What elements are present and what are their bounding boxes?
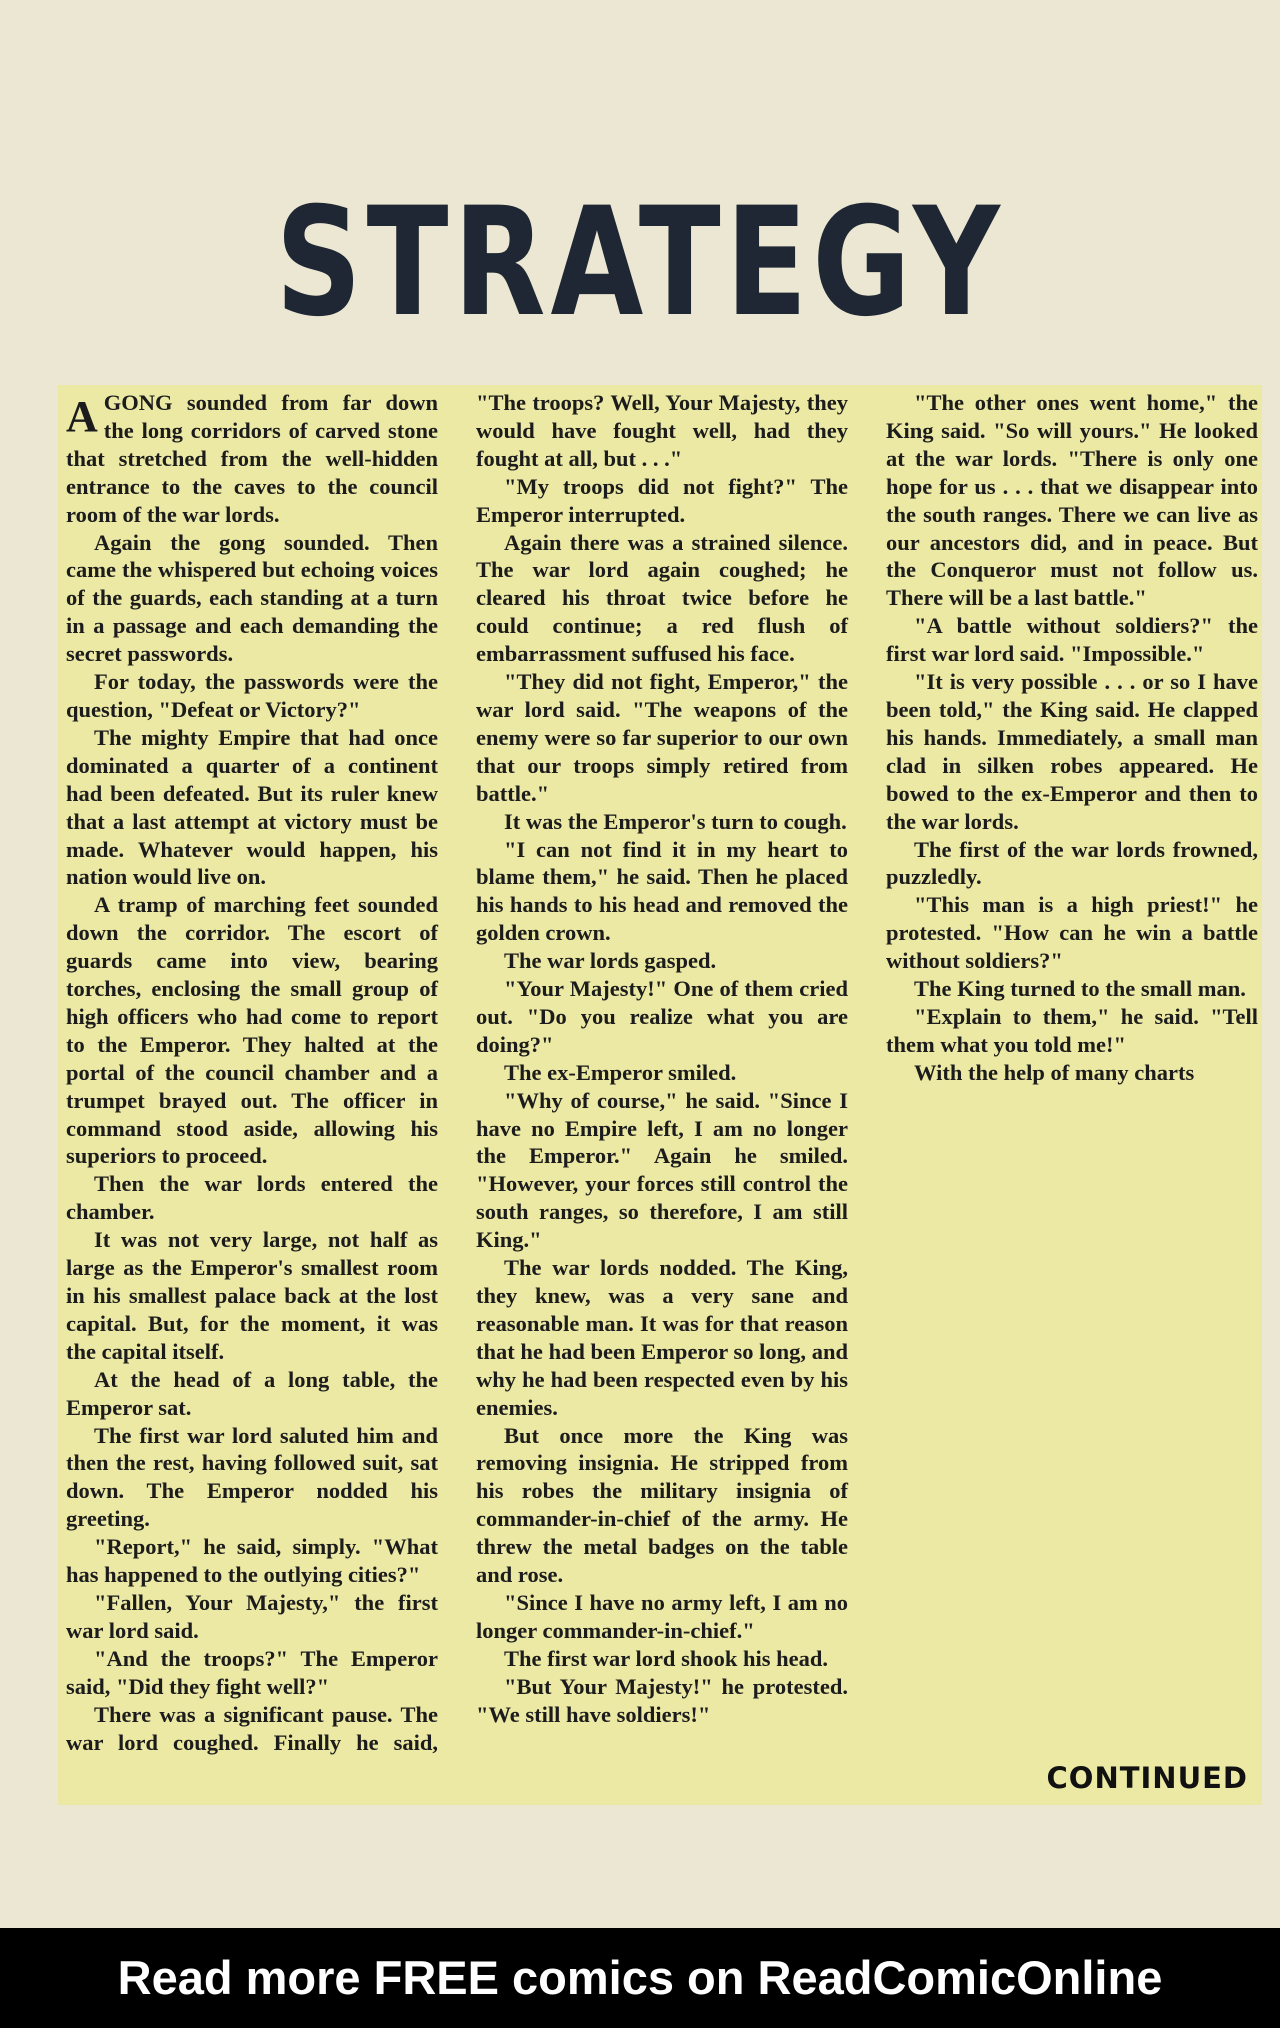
story-paragraph: The first of the war lords frowned, puzzledly. (886, 836, 1258, 890)
story-paragraph: "But Your Majesty!" he protested. "We still have soldiers!" (476, 1673, 848, 1727)
story-paragraph: Again the gong sounded. Then came the whispered but echoing voices of the guards, each standing at a turn in a passage and each demanding the secret passwords. (66, 529, 438, 667)
story-paragraph: "Report," he said, simply. "What has happened to the outlying cities?" (66, 1534, 438, 1588)
story-paragraph: "Why of course," he said. "Since I have no Empire left, I am no longer the Emperor." Again he smiled. "However, your forces still control the south ranges, so therefore, I am still King." (476, 1087, 848, 1253)
story-paragraph (66, 389, 438, 529)
story-title: STRATEGY (275, 176, 1005, 350)
promo-footer-text[interactable]: Read more FREE comics on ReadComicOnline (117, 1951, 1163, 2004)
story-paragraph: For today, the passwords were the question, "Defeat or Victory?" (66, 669, 438, 722)
story-paragraph: "Fallen, Your Majesty," the first war lord said. (66, 1589, 438, 1643)
story-paragraph: "The other ones went home," the King said. "So will yours." He looked at the war lords. "There is only one hope for us . . . that we disappear into the south ranges. There we can live as our ancestors did, and in peace. But the Conqueror must not follow us. There will be a last battle." (886, 390, 1258, 611)
story-paragraph: The first war lord shook his head. (504, 1645, 829, 1671)
story-paragraph: It was the Emperor's turn to cough. (504, 808, 847, 834)
promo-footer (0, 1928, 1280, 2028)
story-paragraph: There was a significant pause. The war lord coughed. Finally he said, "The troops? Well, Your Majesty, they would have fought well, had they fought at all, but . . ." (66, 390, 848, 1755)
story-paragraph: "This man is a high priest!" he protested. "How can he win a battle without soldiers?" (886, 892, 1258, 974)
story-paragraph: With the help of many charts (914, 1059, 1195, 1085)
story-paragraph: "Your Majesty!" One of them cried out. "Do you realize what you are doing?" (476, 976, 848, 1057)
drop-cap: A (66, 392, 98, 441)
story-paragraph: The mighty Empire that had once dominated a quarter of a continent had been defeated. But its ruler knew that a last attempt at victory must be made. Whatever would happen, his nation would live on. (66, 724, 438, 890)
continued-label: CONTINUED (1046, 1761, 1248, 1795)
story-paragraph: Again there was a strained silence. The war lord again coughed; he cleared his throat twice before he could continue; a red flush of embarrassment suffused his face. (476, 529, 848, 667)
story-paragraph: But once more the King was removing insignia. He stripped from his robes the military insignia of commander-in-chief of the army. He threw the metal badges on the table and rose. (476, 1422, 848, 1588)
story-columns (66, 389, 1258, 1759)
story-paragraph: At the head of a long table, the Emperor sat. (66, 1366, 438, 1420)
story-paragraph: "I can not find it in my heart to blame them," he said. Then he placed his hands to his head and removed the golden crown. (476, 836, 848, 946)
story-paragraph: The King turned to the small man. (914, 976, 1246, 1002)
story-paragraph: It was not very large, not half as large as the Emperor's smallest room in his smallest palace back at the lost capital. But, for the moment, it was the capital itself. (66, 1227, 438, 1364)
story-paragraph: "They did not fight, Emperor," the war lord said. "The weapons of the enemy were so far superior to our own that our troops simply retired from battle." (476, 669, 848, 806)
story-paragraph: Then the war lords entered the chamber. (66, 1171, 438, 1225)
story-paragraph: "Since I have no army left, I am no longer commander-in-chief." (476, 1589, 848, 1643)
story-paragraph: A tramp of marching feet sounded down the corridor. The escort of guards came into view, bearing torches, enclosing the small group of high officers who had come to report to the Emperor. They halted at the portal of the council chamber and a trumpet brayed out. The officer in command stood aside, allowing his superiors to proceed. (66, 892, 438, 1169)
story-paragraph: The war lords gasped. (504, 948, 717, 974)
story-paragraph: "A battle without soldiers?" the first war lord said. "Impossible." (886, 613, 1258, 667)
story-paragraph: The ex-Emperor smiled. (504, 1059, 737, 1085)
story-paragraph-text: GONG sounded from far down the long corridors of carved stone that stretched from the well-hidden entrance to the caves to the council room of the war lords. (66, 390, 438, 527)
story-text-box (58, 385, 1262, 1805)
story-paragraph: The first war lord saluted him and then the rest, having followed suit, sat down. The Emperor nodded his greeting. (66, 1422, 438, 1532)
story-paragraph: "It is very possible . . . or so I have been told," the King said. He clapped his hands. Immediately, a small man clad in silken robes appeared. He bowed to the ex-Emperor and then to the war lords. (886, 669, 1258, 834)
story-paragraph: "Explain to them," he said. "Tell them what you told me!" (886, 1003, 1258, 1057)
story-paragraph: The war lords nodded. The King, they knew, was a very sane and reasonable man. It was for that reason that he had been Emperor so long, and why he had been respected even by his enemies. (476, 1255, 848, 1420)
story-paragraph: "And the troops?" The Emperor said, "Did they fight well?" (66, 1645, 438, 1699)
story-paragraph: "My troops did not fight?" The Emperor interrupted. (476, 473, 848, 527)
